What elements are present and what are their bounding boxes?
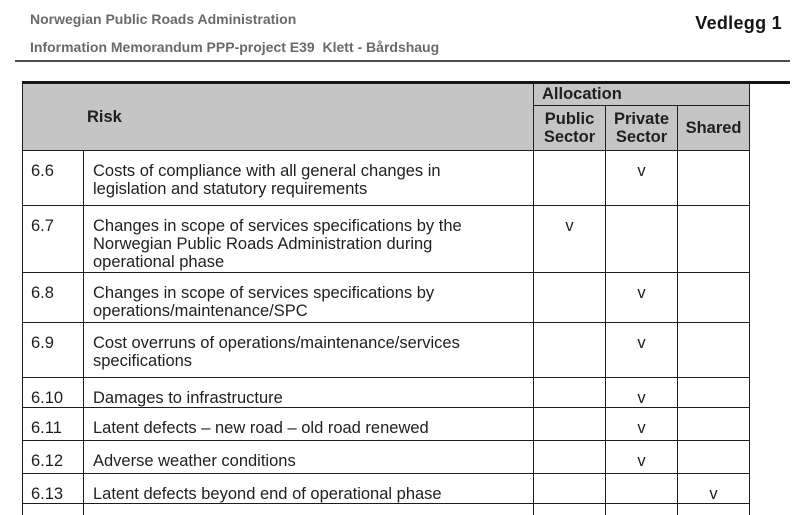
private-mark-cell [606,206,678,273]
risk-id-cell: 6.9 [23,323,84,378]
risk-id-cell: 6.7 [23,206,84,273]
public-mark-cell [534,378,606,408]
public-mark-cell [534,323,606,378]
private-mark-cell: v [606,408,678,441]
private-mark-cell: v [606,151,678,206]
column-header-public-sector: Public Sector [534,106,606,151]
risk-description-cell: Changes in scope of services specifications by operations/maintenance/SPC [84,273,534,323]
risk-id-cell [23,504,84,515]
risk-id-cell: 6.10 [23,378,84,408]
shared-mark-cell [678,408,750,441]
table-row [23,408,750,441]
risk-description-cell: Changes in scope of services specifications by the Norwegian Public Roads Administration during operational phase [84,206,534,273]
shared-mark-cell [678,151,750,206]
table-row [23,273,750,323]
risk-id-cell: 6.8 [23,273,84,323]
risk-column-header: Risk [23,84,534,151]
shared-mark-cell [678,273,750,323]
shared-mark-cell [678,441,750,474]
public-mark-cell [534,441,606,474]
private-mark-cell: v [606,323,678,378]
risk-description-cell: Cost overruns of operations/maintenance/services specifications [84,323,534,378]
allocation-header: Allocation [534,84,750,106]
private-mark-cell [606,474,678,504]
public-mark-cell [534,408,606,441]
risk-description-cell: Latent defects beyond end of operational phase [84,474,534,504]
risk-id-cell: 6.6 [23,151,84,206]
table-row [23,378,750,408]
document-title: Information Memorandum PPP-project E39 Klett - Bårdshaug [30,39,440,55]
risk-description-cell [84,504,534,515]
shared-mark-cell [678,378,750,408]
shared-mark-cell: v [678,474,750,504]
column-header-private-sector: Private Sector [606,106,678,151]
public-mark-cell [534,474,606,504]
risk-id-cell: 6.13 [23,474,84,504]
public-mark-cell [534,151,606,206]
table-row [23,151,750,206]
table-row [23,441,750,474]
public-mark-cell [534,273,606,323]
column-header-shared: Shared [678,106,750,151]
header-underline [15,60,790,62]
risk-description-cell: Adverse weather conditions [84,441,534,474]
private-mark-cell [606,504,678,515]
public-mark-cell: v [534,206,606,273]
risk-id-cell: 6.11 [23,408,84,441]
private-mark-cell: v [606,441,678,474]
risk-allocation-table-wrapper [22,84,750,515]
partial-empty-row [23,504,750,515]
private-mark-cell: v [606,273,678,323]
risk-description-cell: Costs of compliance with all general changes in legislation and statutory requirements [84,151,534,206]
private-mark-cell: v [606,378,678,408]
shared-mark-cell [678,504,750,515]
organization-name: Norwegian Public Roads Administration [30,11,297,27]
annex-label: Vedlegg 1 [695,13,782,33]
risk-allocation-table [22,84,750,515]
risk-description-cell: Damages to infrastructure [84,378,534,408]
shared-mark-cell [678,323,750,378]
table-header-row-allocation [23,84,750,106]
public-mark-cell [534,504,606,515]
table-row [23,323,750,378]
table-row [23,206,750,273]
shared-mark-cell [678,206,750,273]
table-row [23,474,750,504]
risk-id-cell: 6.12 [23,441,84,474]
risk-description-cell: Latent defects – new road – old road renewed [84,408,534,441]
